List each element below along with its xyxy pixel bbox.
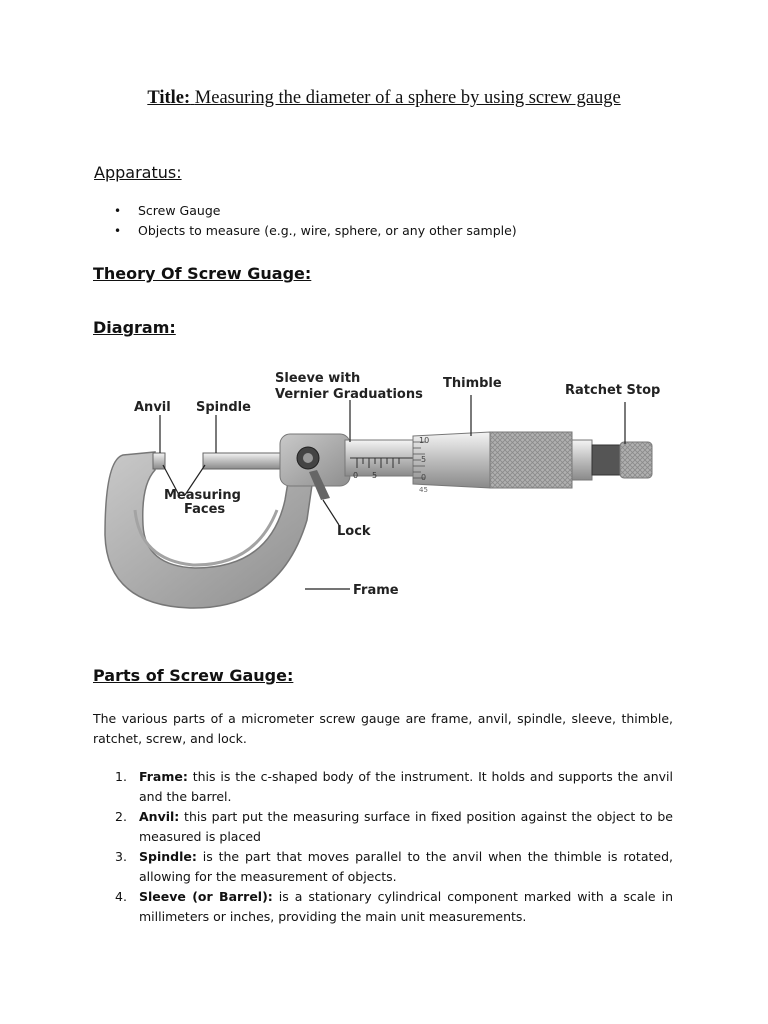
parts-intro: The various parts of a micrometer screw gauge are frame, anvil, spindle, sleeve, thimble, ratchet, screw, and lock.	[93, 711, 673, 746]
diagram-heading: Diagram:	[93, 318, 176, 337]
list-item	[93, 767, 673, 807]
apparatus-heading	[94, 163, 182, 182]
label-measuring-line2: Faces	[184, 502, 226, 517]
item-term: Sleeve (or Barrel):	[139, 889, 273, 904]
apparatus-list	[93, 203, 517, 243]
label-lock: Lock	[337, 524, 371, 539]
label-anvil: Anvil	[134, 400, 171, 415]
label-measuring-line1: Measuring	[164, 488, 241, 503]
title-label: Title:	[147, 88, 191, 108]
list-item: • Screw Gauge	[93, 203, 517, 223]
item-number: 4.	[115, 889, 127, 904]
label-frame: Frame	[353, 583, 399, 598]
apparatus-heading-text: Apparatus:	[94, 163, 182, 182]
label-sleeve-line1: Sleeve with	[275, 371, 361, 386]
item-term: Anvil:	[139, 809, 180, 824]
item-term: Spindle:	[139, 849, 197, 864]
label-spindle: Spindle	[196, 400, 251, 415]
parts-list	[93, 767, 673, 927]
micrometer-diagram	[95, 360, 675, 650]
item-number: 2.	[115, 809, 127, 824]
parts-heading: Parts of Screw Gauge:	[93, 666, 294, 685]
thimble-scale-10: 10	[419, 436, 430, 445]
thimble-scale-5: 5	[421, 455, 427, 464]
list-item	[93, 847, 673, 887]
list-item	[93, 807, 673, 847]
list-item	[93, 887, 673, 927]
sleeve-scale-5: 5	[372, 471, 378, 480]
thimble-knurl	[490, 432, 572, 488]
item-desc: this part put the measuring surface in fixed position against the object to be measured is placed	[139, 809, 673, 844]
ratchet-knurl	[620, 442, 652, 478]
sleeve-scale-0: 0	[353, 471, 359, 480]
spindle-shape	[203, 453, 283, 469]
item-number: 3.	[115, 849, 127, 864]
thimble-scale-45: 45	[419, 486, 428, 494]
item-term: Frame:	[139, 769, 188, 784]
label-ratchet: Ratchet Stop	[565, 383, 661, 398]
theory-heading: Theory Of Screw Guage:	[93, 264, 312, 283]
thimble-scale-0: 0	[421, 473, 427, 482]
label-sleeve-line2: Vernier Graduations	[275, 387, 423, 402]
document-title	[0, 88, 768, 109]
ratchet-shape	[592, 445, 620, 475]
label-thimble: Thimble	[443, 376, 502, 391]
list-item: • Objects to measure (e.g., wire, sphere, or any other sample)	[93, 223, 517, 243]
item-desc: is a stationary cylindrical component marked with a scale in millimeters or inches, providing the main unit measurements.	[139, 889, 673, 924]
item-desc: is the part that moves parallel to the anvil when the thimble is rotated, allowing for the measurement of objects.	[139, 849, 673, 884]
item-desc: this is the c-shaped body of the instrument. It holds and supports the anvil and the barrel.	[139, 769, 673, 804]
item-number: 1.	[115, 769, 127, 784]
title-text: Measuring the diameter of a sphere by using screw gauge	[194, 88, 621, 108]
